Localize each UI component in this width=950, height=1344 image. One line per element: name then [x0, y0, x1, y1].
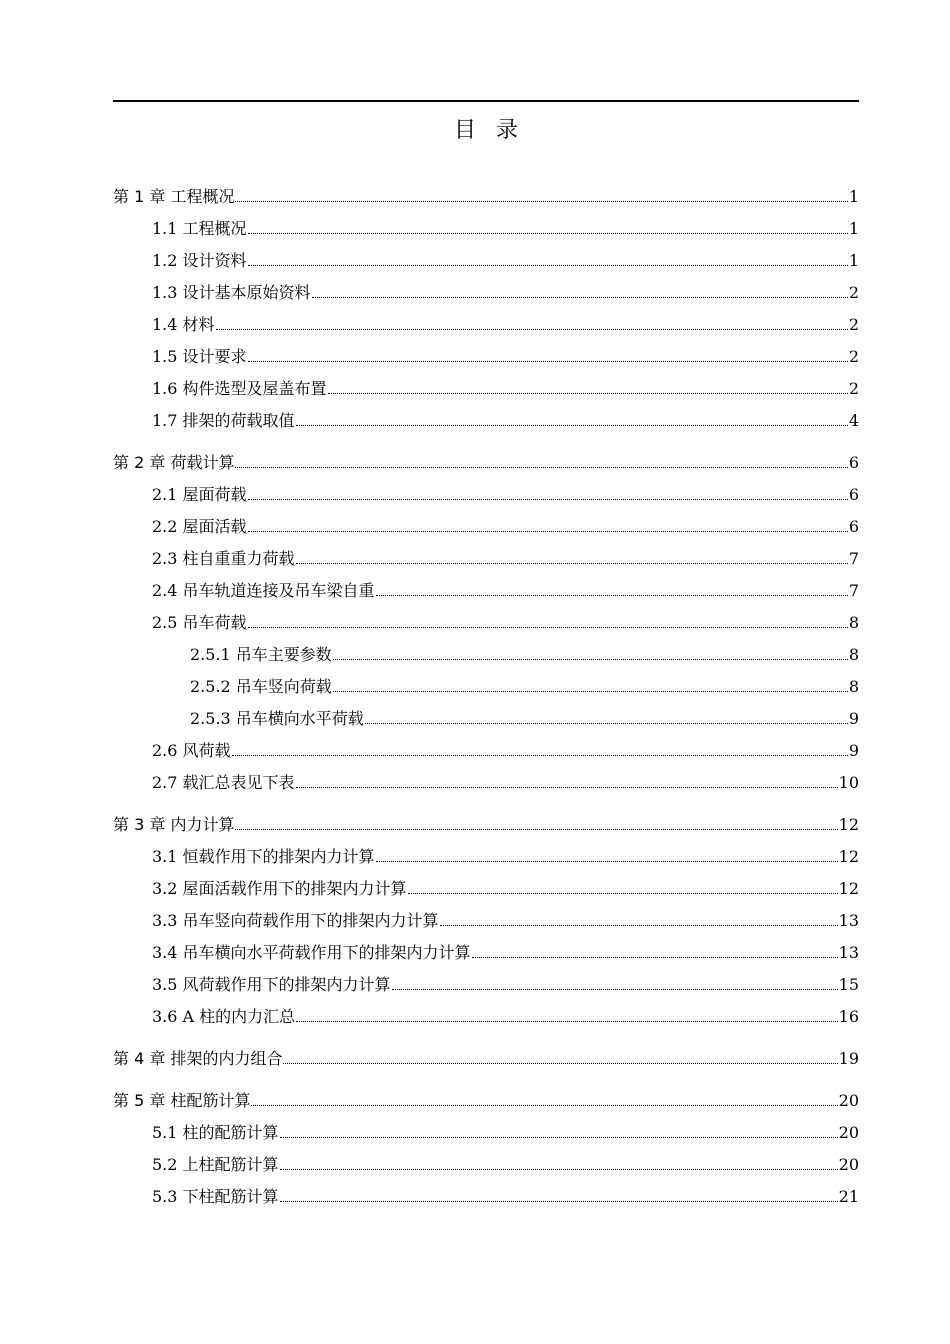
- toc-section-entry[interactable]: [113, 574, 859, 606]
- toc-entry-page-number: 2: [848, 283, 859, 302]
- toc-dot-leader: [283, 1063, 837, 1064]
- toc-chapter-entry[interactable]: [113, 808, 859, 840]
- toc-dot-leader: [232, 755, 848, 756]
- toc-dot-leader: [392, 989, 838, 990]
- toc-section-entry[interactable]: [113, 968, 859, 1000]
- toc-dot-leader: [328, 393, 848, 394]
- toc-title: 目录: [453, 118, 538, 143]
- toc-section-entry[interactable]: [113, 936, 859, 968]
- toc-entry-label: 第 3 章 内力计算: [113, 815, 235, 834]
- toc-dot-leader: [248, 361, 848, 362]
- toc-entry-page-number: 1: [848, 219, 859, 238]
- toc-section-entry[interactable]: [113, 1148, 859, 1180]
- toc-dot-leader: [248, 531, 848, 532]
- toc-section-entry[interactable]: [113, 840, 859, 872]
- toc-section-entry[interactable]: [113, 340, 859, 372]
- toc-entry-page-number: 9: [848, 741, 859, 760]
- toc-dot-leader: [440, 925, 838, 926]
- toc-dot-leader: [248, 265, 848, 266]
- toc-entry-page-number: 21: [838, 1187, 859, 1206]
- toc-entry-label: 2.6 风荷载: [152, 741, 231, 760]
- toc-entry-page-number: 12: [838, 815, 859, 834]
- toc-subsection-entry[interactable]: [113, 638, 859, 670]
- toc-dot-leader: [376, 861, 838, 862]
- toc-entry-page-number: 15: [838, 975, 859, 994]
- toc-entry-label: 3.5 风荷载作用下的排架内力计算: [152, 975, 391, 994]
- toc-section-entry[interactable]: [113, 212, 859, 244]
- toc-entry-page-number: 12: [838, 879, 859, 898]
- toc-entry-label: 1.6 构件选型及屋盖布置: [152, 379, 327, 398]
- toc-list: [113, 180, 859, 1212]
- toc-section-entry[interactable]: [113, 1000, 859, 1032]
- toc-entry-page-number: 7: [848, 581, 859, 600]
- toc-section-entry[interactable]: [113, 308, 859, 340]
- toc-dot-leader: [235, 467, 847, 468]
- toc-entry-label: 2.1 屋面荷载: [152, 485, 247, 504]
- toc-entry-page-number: 10: [838, 773, 859, 792]
- toc-section-entry[interactable]: [113, 904, 859, 936]
- toc-entry-page-number: 2: [848, 315, 859, 334]
- toc-entry-label: 5.3 下柱配筋计算: [152, 1187, 279, 1206]
- toc-entry-page-number: 9: [848, 709, 859, 728]
- toc-dot-leader: [235, 201, 847, 202]
- toc-dot-leader: [280, 1169, 838, 1170]
- toc-entry-label: 2.5.3 吊车横向水平荷载: [190, 709, 364, 728]
- toc-entry-page-number: 16: [838, 1007, 859, 1026]
- toc-entry-page-number: 13: [838, 911, 859, 930]
- header-rule: [113, 100, 859, 102]
- toc-entry-label: 5.1 柱的配筋计算: [152, 1123, 279, 1142]
- toc-entry-page-number: 8: [848, 677, 859, 696]
- toc-dot-leader: [312, 297, 848, 298]
- toc-dot-leader: [280, 1201, 838, 1202]
- toc-entry-label: 第 5 章 柱配筋计算: [113, 1091, 251, 1110]
- toc-entry-label: 2.4 吊车轨道连接及吊车梁自重: [152, 581, 375, 600]
- toc-section-entry[interactable]: [113, 478, 859, 510]
- toc-dot-leader: [248, 627, 848, 628]
- toc-entry-page-number: 1: [848, 187, 859, 206]
- toc-entry-label: 1.7 排架的荷载取值: [152, 411, 295, 430]
- toc-section-entry[interactable]: [113, 734, 859, 766]
- toc-entry-label: 3.1 恒载作用下的排架内力计算: [152, 847, 375, 866]
- toc-entry-label: 1.1 工程概况: [152, 219, 247, 238]
- toc-dot-leader: [333, 659, 848, 660]
- toc-dot-leader: [365, 723, 848, 724]
- toc-section-entry[interactable]: [113, 510, 859, 542]
- toc-entry-page-number: 20: [838, 1123, 859, 1142]
- toc-entry-page-number: 2: [848, 347, 859, 366]
- toc-dot-leader: [296, 1021, 837, 1022]
- toc-dot-leader: [235, 829, 837, 830]
- toc-entry-page-number: 20: [838, 1155, 859, 1174]
- toc-entry-label: 1.3 设计基本原始资料: [152, 283, 311, 302]
- toc-entry-page-number: 4: [848, 411, 859, 430]
- toc-chapter-entry[interactable]: [113, 446, 859, 478]
- toc-entry-label: 1.4 材料: [152, 315, 215, 334]
- toc-entry-label: 1.5 设计要求: [152, 347, 247, 366]
- toc-entry-label: 3.6 A 柱的内力汇总: [152, 1007, 296, 1026]
- toc-entry-page-number: 12: [838, 847, 859, 866]
- toc-entry-page-number: 6: [848, 517, 859, 536]
- toc-dot-leader: [280, 1137, 838, 1138]
- toc-dot-leader: [296, 787, 838, 788]
- toc-subsection-entry[interactable]: [113, 670, 859, 702]
- toc-chapter-entry[interactable]: [113, 1084, 859, 1116]
- toc-chapter-entry[interactable]: [113, 180, 859, 212]
- toc-section-entry[interactable]: [113, 276, 859, 308]
- toc-entry-label: 5.2 上柱配筋计算: [152, 1155, 279, 1174]
- toc-dot-leader: [472, 957, 838, 958]
- toc-section-entry[interactable]: [113, 1180, 859, 1212]
- toc-dot-leader: [216, 329, 848, 330]
- toc-entry-label: 3.3 吊车竖向荷载作用下的排架内力计算: [152, 911, 439, 930]
- toc-entry-page-number: 19: [838, 1049, 859, 1068]
- toc-dot-leader: [333, 691, 848, 692]
- toc-section-entry[interactable]: [113, 872, 859, 904]
- toc-entry-page-number: 6: [848, 453, 859, 472]
- toc-entry-label: 2.3 柱自重重力荷载: [152, 549, 295, 568]
- toc-section-entry[interactable]: [113, 244, 859, 276]
- toc-entry-label: 第 2 章 荷载计算: [113, 453, 235, 472]
- toc-entry-label: 1.2 设计资料: [152, 251, 247, 270]
- toc-entry-page-number: 1: [848, 251, 859, 270]
- toc-entry-label: 2.7 载汇总表见下表: [152, 773, 295, 792]
- toc-entry-page-number: 8: [848, 613, 859, 632]
- toc-dot-leader: [296, 563, 848, 564]
- toc-entry-page-number: 6: [848, 485, 859, 504]
- toc-section-entry[interactable]: [113, 766, 859, 798]
- toc-dot-leader: [248, 499, 848, 500]
- toc-entry-page-number: 20: [838, 1091, 859, 1110]
- toc-subsection-entry[interactable]: [113, 702, 859, 734]
- toc-entry-label: 3.4 吊车横向水平荷载作用下的排架内力计算: [152, 943, 471, 962]
- toc-entry-page-number: 7: [848, 549, 859, 568]
- toc-section-entry[interactable]: [113, 606, 859, 638]
- toc-dot-leader: [251, 1105, 837, 1106]
- toc-dot-leader: [248, 233, 848, 234]
- toc-section-entry[interactable]: [113, 542, 859, 574]
- toc-entry-label: 第 4 章 排架的内力组合: [113, 1049, 283, 1068]
- toc-chapter-entry[interactable]: [113, 1042, 859, 1074]
- toc-entry-page-number: 8: [848, 645, 859, 664]
- toc-entry-page-number: 13: [838, 943, 859, 962]
- toc-entry-label: 2.2 屋面活载: [152, 517, 247, 536]
- toc-entry-label: 2.5.1 吊车主要参数: [190, 645, 332, 664]
- toc-section-entry[interactable]: [113, 1116, 859, 1148]
- toc-entry-label: 第 1 章 工程概况: [113, 187, 235, 206]
- toc-section-entry[interactable]: [113, 372, 859, 404]
- toc-section-entry[interactable]: [113, 404, 859, 436]
- toc-entry-label: 2.5 吊车荷载: [152, 613, 247, 632]
- toc-dot-leader: [408, 893, 838, 894]
- toc-dot-leader: [296, 425, 848, 426]
- toc-entry-label: 2.5.2 吊车竖向荷载: [190, 677, 332, 696]
- toc-dot-leader: [376, 595, 848, 596]
- toc-entry-label: 3.2 屋面活载作用下的排架内力计算: [152, 879, 407, 898]
- toc-entry-page-number: 2: [848, 379, 859, 398]
